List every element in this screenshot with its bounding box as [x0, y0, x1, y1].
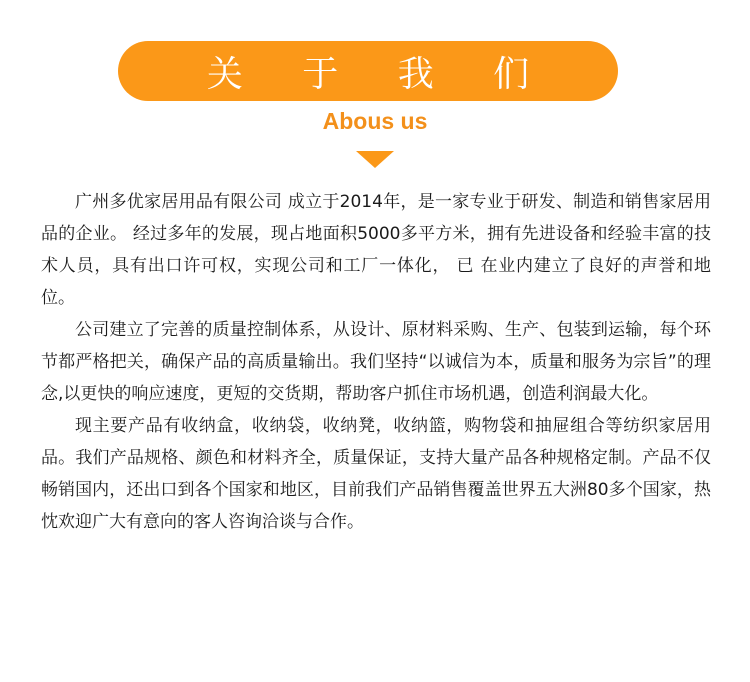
paragraph-products: 现主要产品有收纳盒，收纳袋，收纳凳，收纳篮，购物袋和抽屉组合等纺织家居用品。我们产品规格、颜色和材料齐全，质量保证，支持大量产品各种规格定制。产品不仅畅销国内，还出口到各个国家和地区，目前我们产品销售覆盖世界五大洲80多个国家，热忱欢迎广大有意向的客人咨询洽谈与合作。 [41, 416, 711, 532]
paragraph-intro: 广州多优家居用品有限公司 成立于2014年，是一家专业于研发、制造和销售家居用品的企业。 经过多年的发展，现占地面积5000多平方米，拥有先进设备和经验丰富的技术人员，具有出口许可权，实现公司和工厂一体化， 已 在业内建立了良好的声誉和地位。 [41, 192, 711, 308]
down-triangle-icon [356, 151, 394, 168]
title-banner [118, 41, 618, 101]
about-content [41, 186, 711, 538]
paragraph-quality: 公司建立了完善的质量控制体系，从设计、原材料采购、生产、包装到运输，每个环节都严格把关，确保产品的高质量输出。我们坚持“以诚信为本，质量和服务为宗旨”的理念,以更快的响应速度，更短的交货期，帮助客户抓住市场机遇，创造利润最大化。 [41, 320, 711, 404]
page-title: 关 于 我 们 [206, 53, 554, 95]
page-subtitle: Abous us [322, 108, 428, 134]
